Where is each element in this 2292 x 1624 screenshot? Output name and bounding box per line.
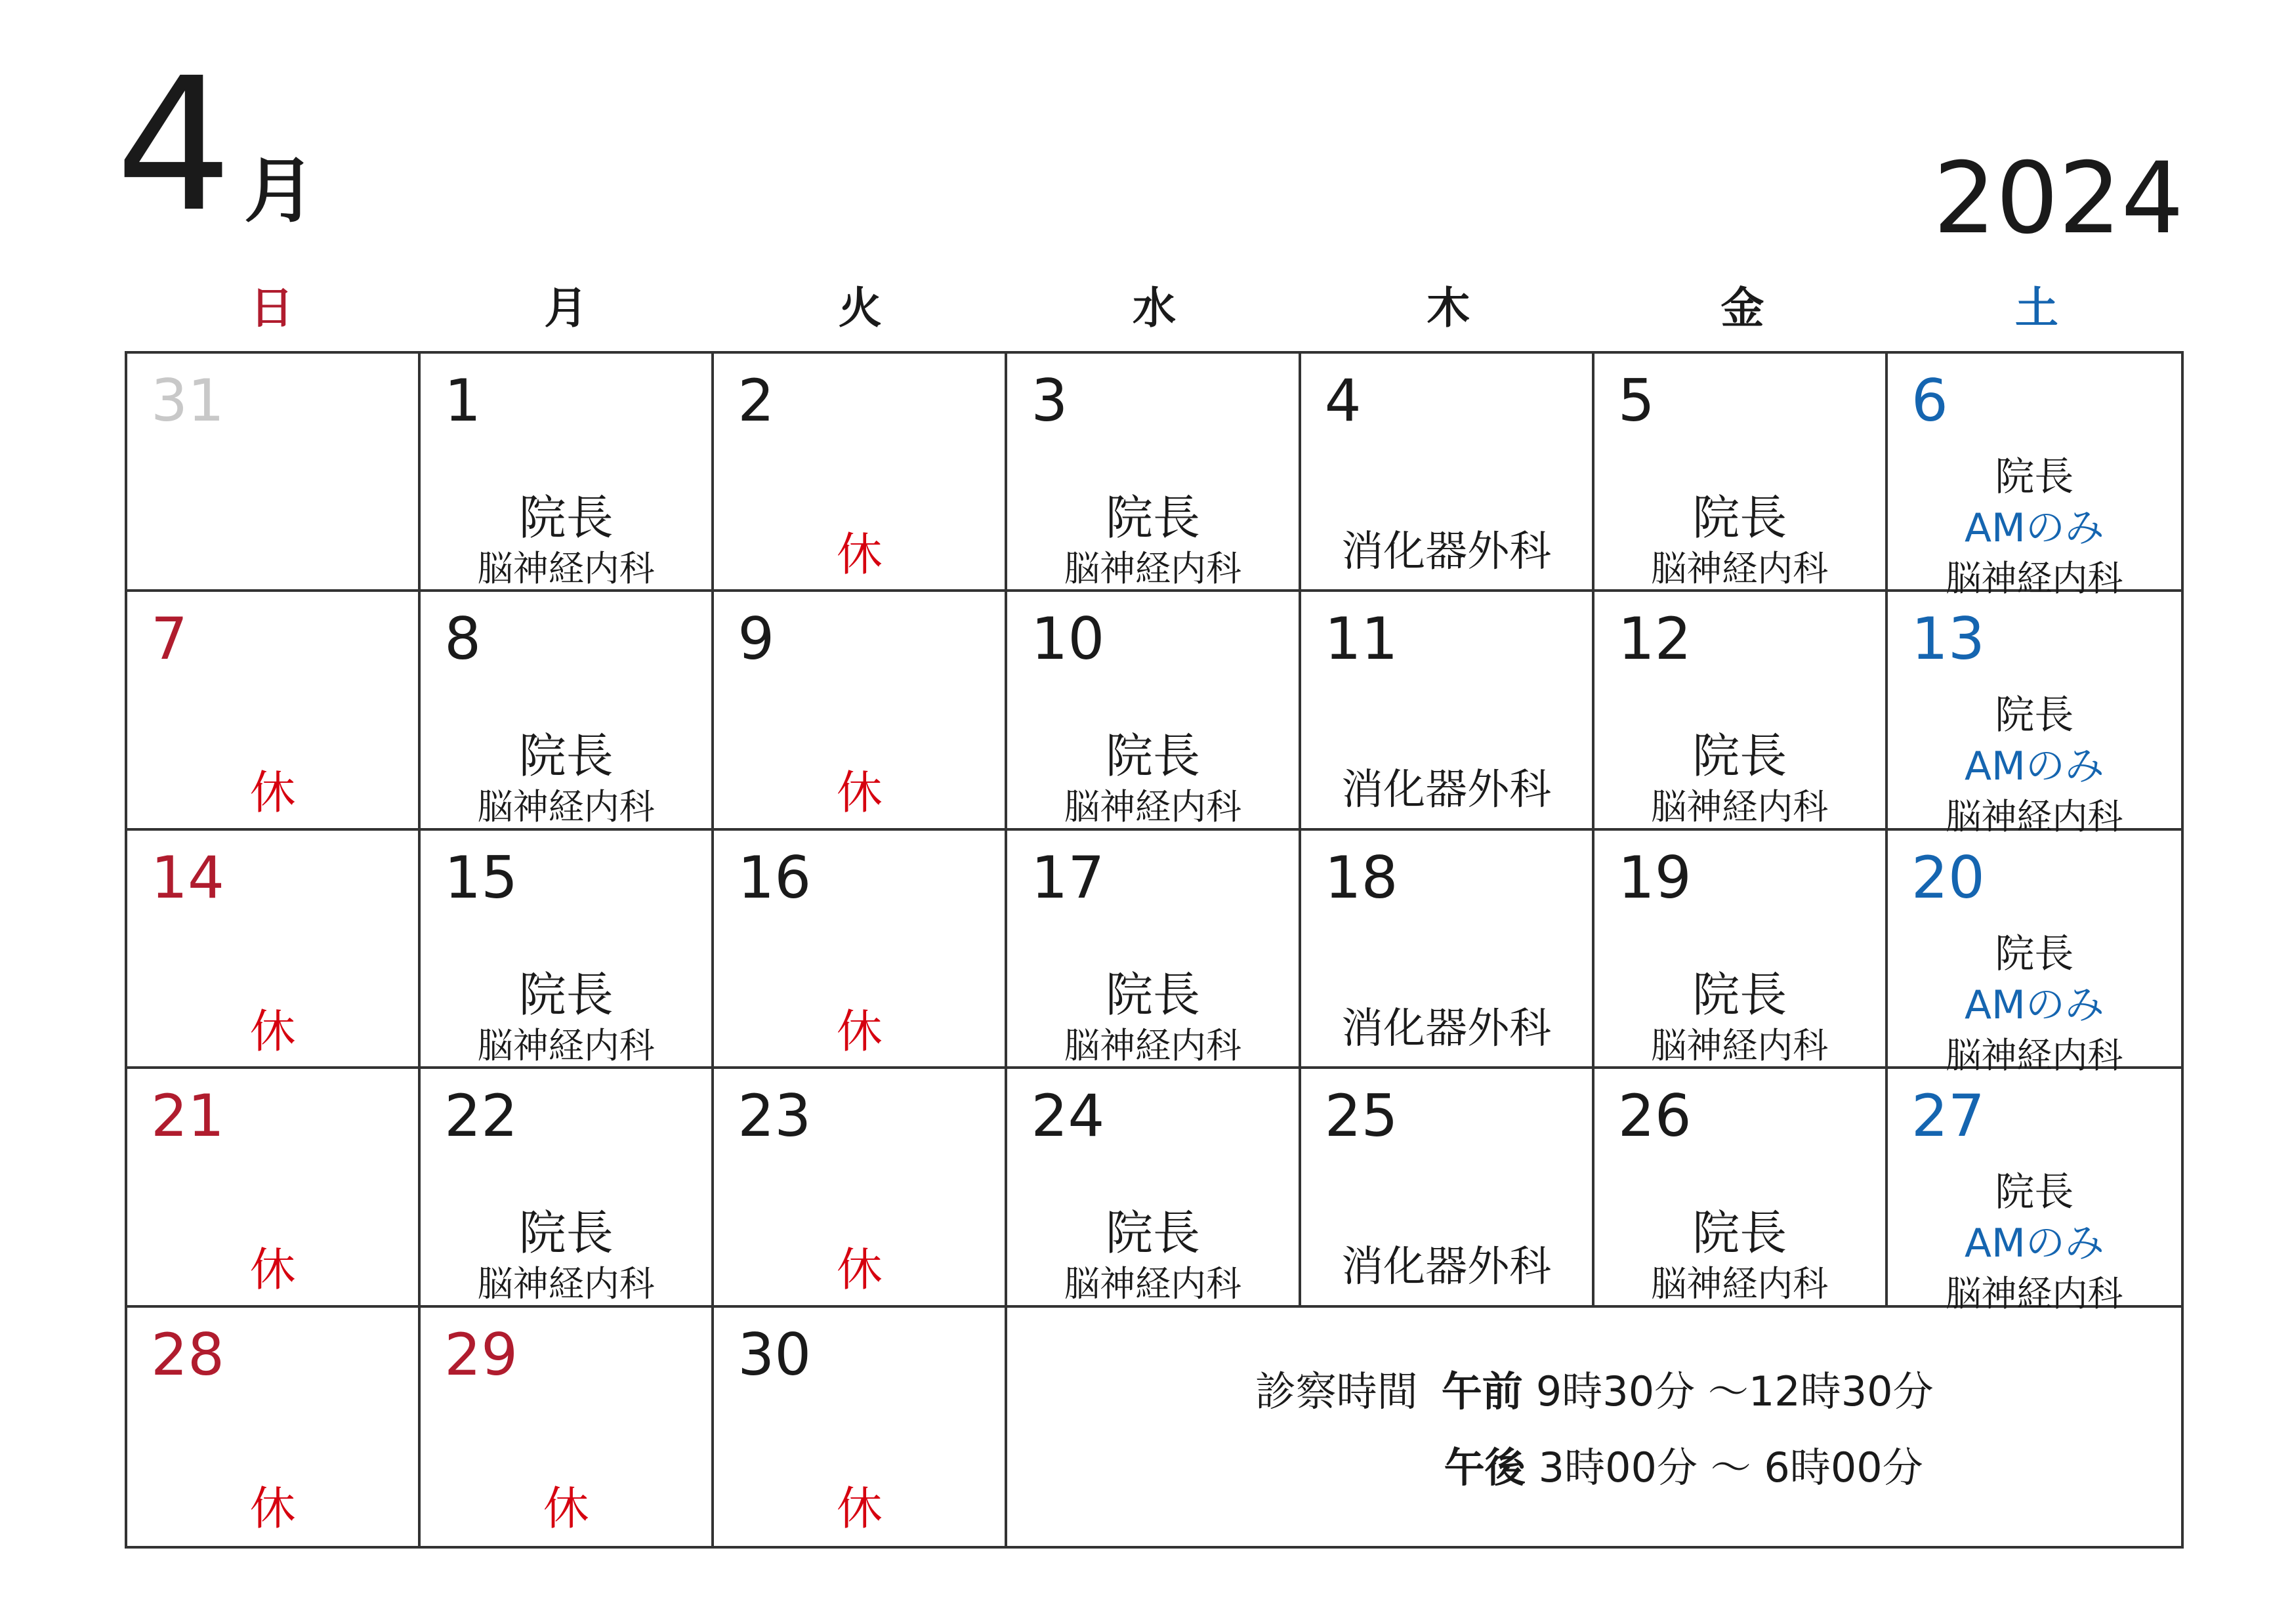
- department-label: 脳神経内科: [477, 786, 655, 828]
- department-label: 消化器外科: [1341, 1004, 1552, 1053]
- day-cell: [714, 831, 1007, 1069]
- director-label: 院長: [1692, 728, 1787, 784]
- director-label: 院長: [1105, 490, 1200, 545]
- day-number: 18: [1324, 843, 1398, 911]
- director-label: 院長: [1995, 1169, 2074, 1216]
- department-label: 脳神経内科: [1064, 1024, 1241, 1066]
- day-number: 13: [1911, 605, 1985, 673]
- closed-label: 休: [836, 1004, 883, 1058]
- am-only-label: AMのみ: [1965, 743, 2104, 790]
- day-cell: [1007, 1069, 1301, 1307]
- department-label: 脳神経内科: [1651, 1024, 1829, 1066]
- director-label: 院長: [1995, 692, 2074, 739]
- hours-pm-time: 3時00分 ～ 6時00分: [1538, 1443, 1923, 1491]
- day-cell: [127, 1308, 421, 1546]
- weekday-tue: 火: [838, 283, 882, 333]
- day-cell: [127, 354, 421, 592]
- day-number: 15: [444, 843, 518, 911]
- closed-label: 休: [543, 1481, 589, 1535]
- department-label: 消化器外科: [1341, 528, 1552, 576]
- weekday-sat: 土: [2014, 283, 2058, 333]
- day-cell: [1594, 831, 1888, 1069]
- closed-label: 休: [249, 1004, 296, 1058]
- closed-label: 休: [836, 766, 883, 820]
- day-number: 24: [1031, 1082, 1105, 1150]
- day-number: 22: [444, 1082, 518, 1150]
- department-label: 脳神経内科: [1946, 1034, 2123, 1076]
- day-number: 16: [738, 843, 812, 911]
- director-label: 院長: [1105, 728, 1200, 784]
- department-label: 脳神経内科: [477, 1263, 655, 1305]
- director-label: 院長: [1995, 930, 2074, 977]
- day-cell: [1301, 1069, 1594, 1307]
- day-cell: [714, 592, 1007, 830]
- department-label: 脳神経内科: [477, 1024, 655, 1066]
- day-number: 2: [738, 367, 775, 434]
- day-cell: [1594, 1069, 1888, 1307]
- department-label: 脳神経内科: [1946, 558, 2123, 599]
- department-label: 脳神経内科: [1064, 548, 1241, 589]
- day-cell: [714, 1308, 1007, 1546]
- day-number: 31: [151, 367, 224, 434]
- calendar-grid: [125, 351, 2184, 1549]
- closed-label: 休: [836, 1243, 883, 1297]
- day-number: 9: [738, 605, 775, 673]
- day-cell: [1888, 592, 2181, 838]
- closed-label: 休: [249, 1481, 296, 1535]
- day-cell: [1888, 1069, 2181, 1315]
- weekday-fri: 金: [1720, 283, 1764, 333]
- director-label: 院長: [1692, 490, 1787, 545]
- day-cell: [1007, 592, 1301, 830]
- director-label: 院長: [518, 490, 614, 545]
- weekday-header: [125, 269, 2184, 348]
- department-label: 脳神経内科: [1946, 796, 2123, 838]
- year: 2024: [1933, 142, 2184, 256]
- day-cell: [421, 1308, 714, 1546]
- hours-pm-label: 午後: [1444, 1443, 1526, 1491]
- day-number: 6: [1911, 367, 1948, 434]
- month-label: 月: [244, 150, 316, 232]
- director-label: 院長: [1692, 967, 1787, 1022]
- day-number: 25: [1324, 1082, 1398, 1150]
- day-number: 10: [1031, 605, 1105, 673]
- day-number: 17: [1031, 843, 1105, 911]
- day-number: 8: [444, 605, 482, 673]
- weekday-wed: 水: [1132, 283, 1176, 333]
- day-cell: [1301, 831, 1594, 1069]
- department-label: 消化器外科: [1341, 766, 1552, 815]
- day-cell: [421, 1069, 714, 1307]
- department-label: 脳神経内科: [1651, 1263, 1829, 1305]
- weekday-mon: 月: [544, 283, 588, 333]
- day-cell: [1594, 592, 1888, 830]
- day-number: 28: [151, 1320, 224, 1388]
- day-cell: [1888, 354, 2181, 599]
- day-number: 3: [1031, 367, 1068, 434]
- closed-label: 休: [249, 1243, 296, 1297]
- director-label: 院長: [518, 728, 614, 784]
- director-label: 院長: [1692, 1205, 1787, 1261]
- hours-am-label: 午前: [1441, 1367, 1523, 1415]
- department-label: 脳神経内科: [1064, 1263, 1241, 1305]
- director-label: 院長: [518, 1205, 614, 1261]
- department-label: 脳神経内科: [477, 548, 655, 589]
- day-cell: [714, 1069, 1007, 1307]
- day-cell: [127, 592, 421, 830]
- day-number: 27: [1911, 1082, 1985, 1150]
- day-number: 14: [151, 843, 224, 911]
- clinic-hours: [1007, 1308, 2181, 1546]
- day-cell: [1594, 354, 1888, 592]
- day-number: 20: [1911, 843, 1985, 911]
- month-number: 4: [115, 39, 233, 253]
- day-number: 1: [444, 367, 482, 434]
- closed-label: 休: [836, 528, 883, 581]
- day-cell: [421, 354, 714, 592]
- director-label: 院長: [518, 967, 614, 1022]
- hours-am-row: [1007, 1359, 2181, 1417]
- am-only-label: AMのみ: [1965, 982, 2104, 1028]
- day-number: 11: [1324, 605, 1398, 673]
- day-cell: [1007, 831, 1301, 1069]
- day-cell: [1301, 592, 1594, 830]
- day-number: 21: [151, 1082, 224, 1150]
- department-label: 消化器外科: [1341, 1243, 1552, 1292]
- closed-label: 休: [836, 1481, 883, 1535]
- day-cell: [421, 592, 714, 830]
- weekday-thu: 木: [1427, 283, 1470, 333]
- day-number: 12: [1617, 605, 1692, 673]
- am-only-label: AMのみ: [1965, 505, 2104, 551]
- day-number: 7: [151, 605, 188, 673]
- day-number: 5: [1617, 367, 1655, 434]
- day-cell: [421, 831, 714, 1069]
- hours-pm-row: [1007, 1435, 2181, 1493]
- closed-label: 休: [249, 766, 296, 820]
- day-cell: [1888, 831, 2181, 1076]
- day-cell: [127, 831, 421, 1069]
- weekday-sun: 日: [250, 283, 294, 333]
- department-label: 脳神経内科: [1064, 786, 1241, 828]
- director-label: 院長: [1105, 967, 1200, 1022]
- day-number: 26: [1617, 1082, 1692, 1150]
- hours-am-time: 9時30分 ～12時30分: [1535, 1367, 1934, 1415]
- day-number: 23: [738, 1082, 812, 1150]
- director-label: 院長: [1995, 454, 2074, 500]
- hours-title: 診察時間: [1255, 1367, 1418, 1415]
- day-number: 4: [1324, 367, 1362, 434]
- day-number: 19: [1617, 843, 1692, 911]
- director-label: 院長: [1105, 1205, 1200, 1261]
- am-only-label: AMのみ: [1965, 1220, 2104, 1267]
- department-label: 脳神経内科: [1651, 548, 1829, 589]
- day-cell: [1007, 354, 1301, 592]
- day-cell: [1301, 354, 1594, 592]
- day-cell: [127, 1069, 421, 1307]
- day-number: 29: [444, 1320, 518, 1388]
- day-cell: [714, 354, 1007, 592]
- department-label: 脳神経内科: [1946, 1273, 2123, 1315]
- department-label: 脳神経内科: [1651, 786, 1829, 828]
- day-number: 30: [738, 1320, 812, 1388]
